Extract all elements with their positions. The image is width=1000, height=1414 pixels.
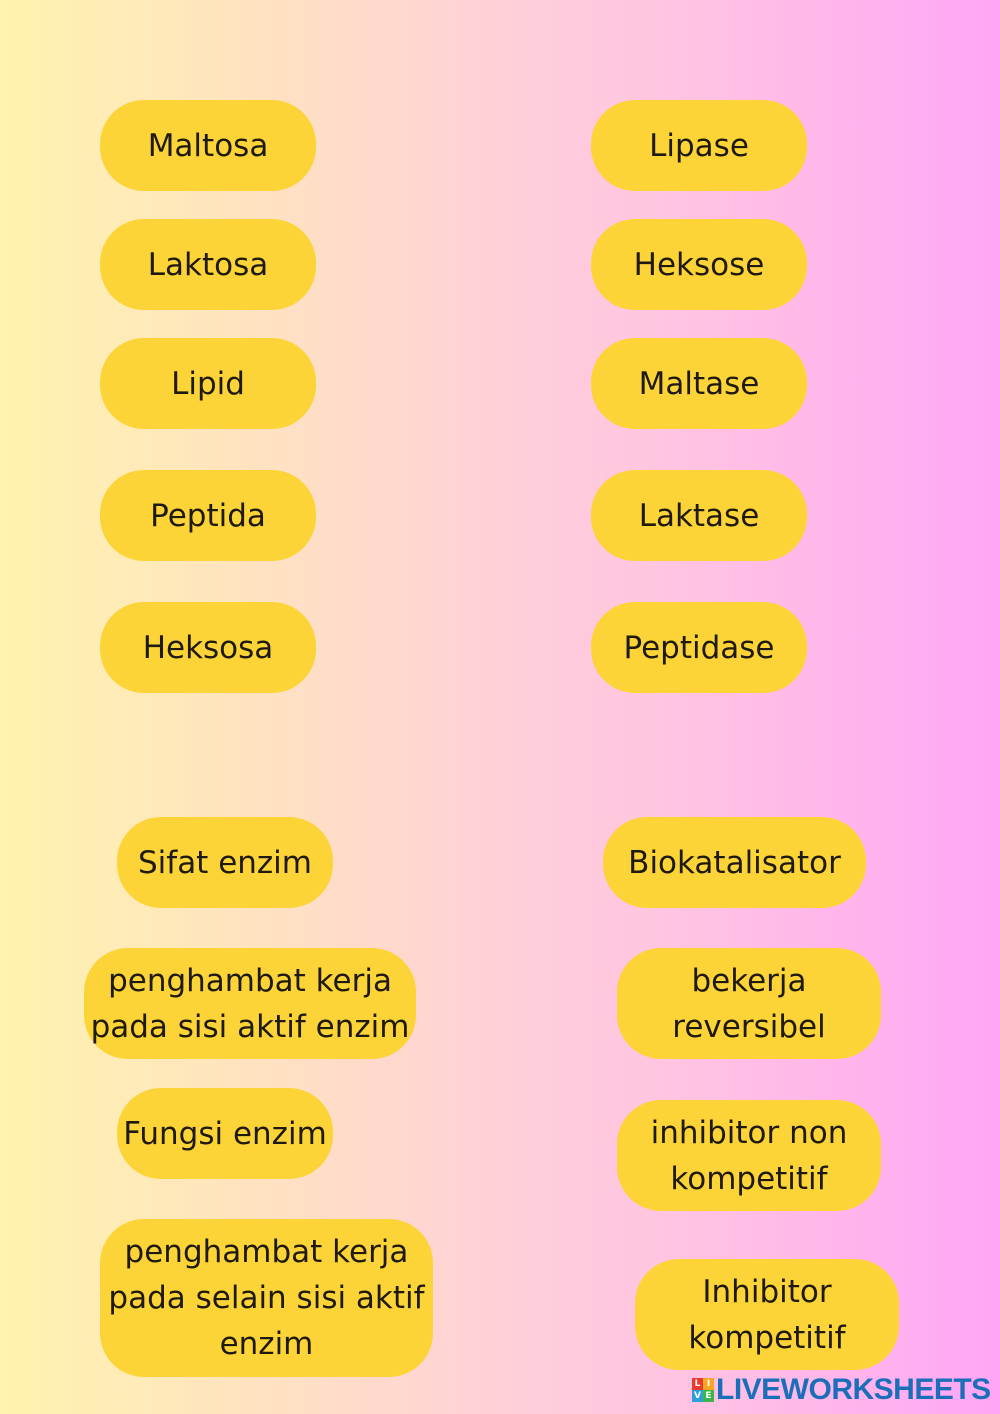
match-item-label: Heksosa [142, 629, 274, 666]
match-item-label: Peptida [150, 497, 266, 534]
match-item-bekerja-reversibel[interactable] [617, 948, 881, 1059]
match-item-laktase[interactable] [591, 470, 807, 561]
match-item-peptidase[interactable] [591, 602, 807, 693]
match-item-label: inhibitor non kompetitif [650, 1114, 848, 1197]
match-item-inhibitor-non-kompetitif[interactable] [617, 1100, 881, 1211]
match-item-fungsi-enzim[interactable] [117, 1088, 333, 1179]
logo-text: LIVEWORKSHEETS [716, 1373, 991, 1406]
match-item-label: Laktase [638, 497, 760, 534]
match-item-label: Biokatalisator [628, 844, 841, 881]
match-item-sifat-enzim[interactable] [117, 817, 333, 908]
match-item-penghambat-selain-sisi-aktif[interactable] [100, 1219, 433, 1377]
match-item-label: penghambat kerja pada sisi aktif enzim [90, 962, 410, 1045]
match-item-label: Maltase [638, 365, 760, 402]
match-item-biokatalisator[interactable] [603, 817, 866, 908]
match-item-laktosa[interactable] [100, 219, 316, 310]
match-item-label: bekerja reversibel [672, 962, 826, 1045]
match-item-peptida[interactable] [100, 470, 316, 561]
match-item-penghambat-sisi-aktif[interactable] [84, 948, 416, 1059]
match-item-maltase[interactable] [591, 338, 807, 429]
match-item-label: Fungsi enzim [123, 1115, 327, 1152]
match-item-label: Maltosa [147, 127, 269, 164]
match-item-label: Lipid [171, 365, 245, 402]
match-item-inhibitor-kompetitif[interactable] [635, 1259, 899, 1370]
match-item-label: Laktosa [147, 246, 269, 283]
match-item-maltosa[interactable] [100, 100, 316, 191]
match-item-heksosa[interactable] [100, 602, 316, 693]
match-item-label: Peptidase [623, 629, 775, 666]
match-item-label: penghambat kerja pada selain sisi aktif enzim [108, 1234, 425, 1362]
match-item-heksose[interactable] [591, 219, 807, 310]
liveworksheets-logo [692, 1374, 991, 1406]
match-item-label: Sifat enzim [137, 844, 312, 881]
live-logo-icon: L I V E [692, 1378, 714, 1402]
match-item-label: Lipase [649, 127, 749, 164]
match-item-label: Heksose [633, 246, 765, 283]
match-item-lipid[interactable] [100, 338, 316, 429]
match-item-lipase[interactable] [591, 100, 807, 191]
match-item-label: Inhibitor kompetitif [688, 1273, 846, 1356]
